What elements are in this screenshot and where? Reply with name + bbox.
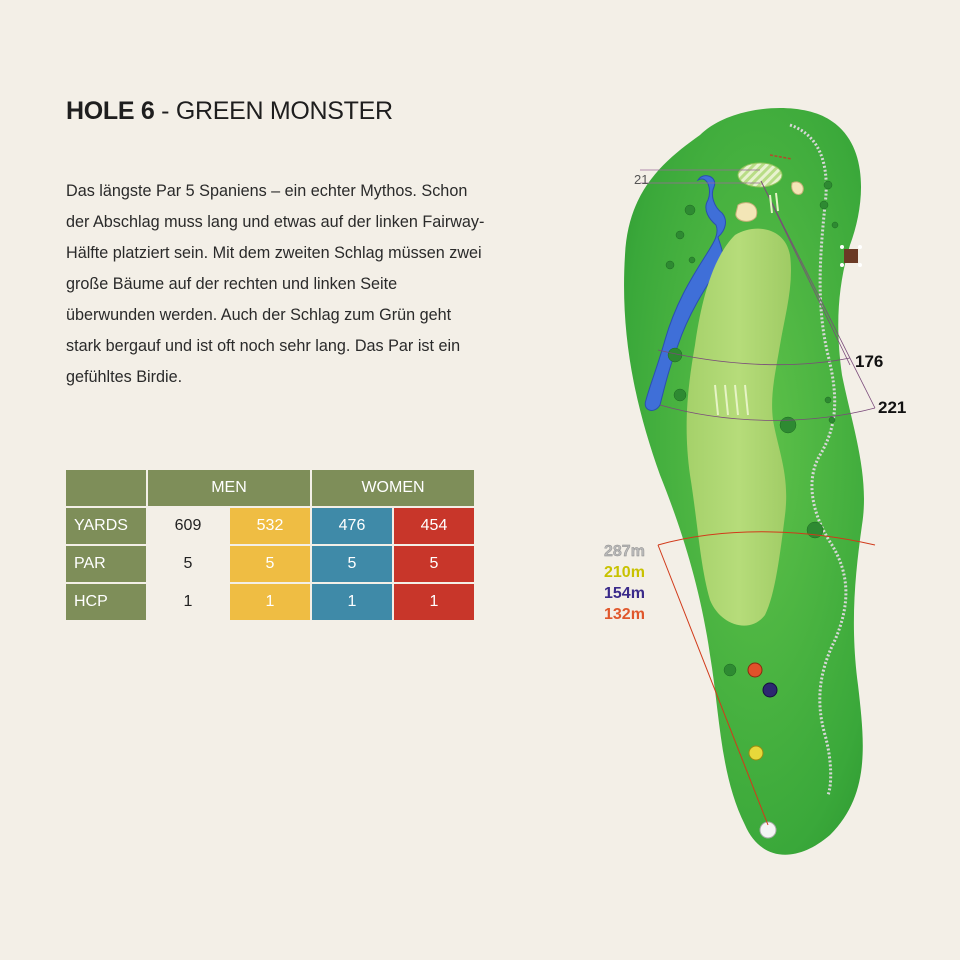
table-row: [66, 546, 474, 582]
cell-yellow: 532: [230, 508, 310, 544]
distance-221-label: 221: [878, 398, 907, 417]
cell-white: 609: [148, 508, 228, 544]
tee-distance-blue: 154m: [604, 585, 645, 602]
tee-distance-white: 287m: [604, 543, 645, 560]
tee-red: [748, 663, 762, 677]
table-row: [66, 584, 474, 620]
bunker: [792, 182, 804, 195]
hole-description: Das längste Par 5 Spaniens – ein echter Mythos. Schon der Abschlag muss lang und etwas auf der linken Fairway-Hälfte platziert sein. Mit dem zweiten Schlag müssen zwei große Bäume auf der rechten und linken Seite überwunden werden. Auch der Schlag zum Grün geht stark bergauf und ist oft noch sehr lang. Das Par ist ein gefühltes Birdie.: [66, 182, 485, 386]
table-header-row: [66, 470, 474, 506]
cell-white: 5: [148, 546, 228, 582]
cell-red: 1: [394, 584, 474, 620]
row-label: HCP: [66, 584, 146, 620]
cell-white: 1: [148, 584, 228, 620]
header-empty-cell: [66, 470, 146, 506]
scorecard-table: [64, 468, 476, 622]
hole-number: HOLE 6: [66, 97, 155, 125]
hole-name: - GREEN MONSTER: [161, 97, 393, 125]
bunker: [736, 203, 757, 222]
tee-blue: [763, 683, 777, 697]
cell-red: 5: [394, 546, 474, 582]
cell-yellow: 1: [230, 584, 310, 620]
hole-map: [580, 95, 907, 875]
cell-blue: 1: [312, 584, 392, 620]
tee-distance-red: 132m: [604, 606, 645, 623]
row-label: YARDS: [66, 508, 146, 544]
row-label: PAR: [66, 546, 146, 582]
tee-distance-yellow: 210m: [604, 564, 645, 581]
building-icon: [844, 249, 858, 263]
cell-red: 454: [394, 508, 474, 544]
header-men: MEN: [148, 470, 310, 506]
cell-blue: 476: [312, 508, 392, 544]
table-row: [66, 508, 474, 544]
tee-yellow: [749, 746, 763, 760]
page-title: [66, 97, 393, 126]
cell-blue: 5: [312, 546, 392, 582]
distance-176-label: 176: [855, 352, 884, 371]
green-distance-label: 21: [634, 172, 649, 187]
header-women: WOMEN: [312, 470, 474, 506]
cell-yellow: 5: [230, 546, 310, 582]
